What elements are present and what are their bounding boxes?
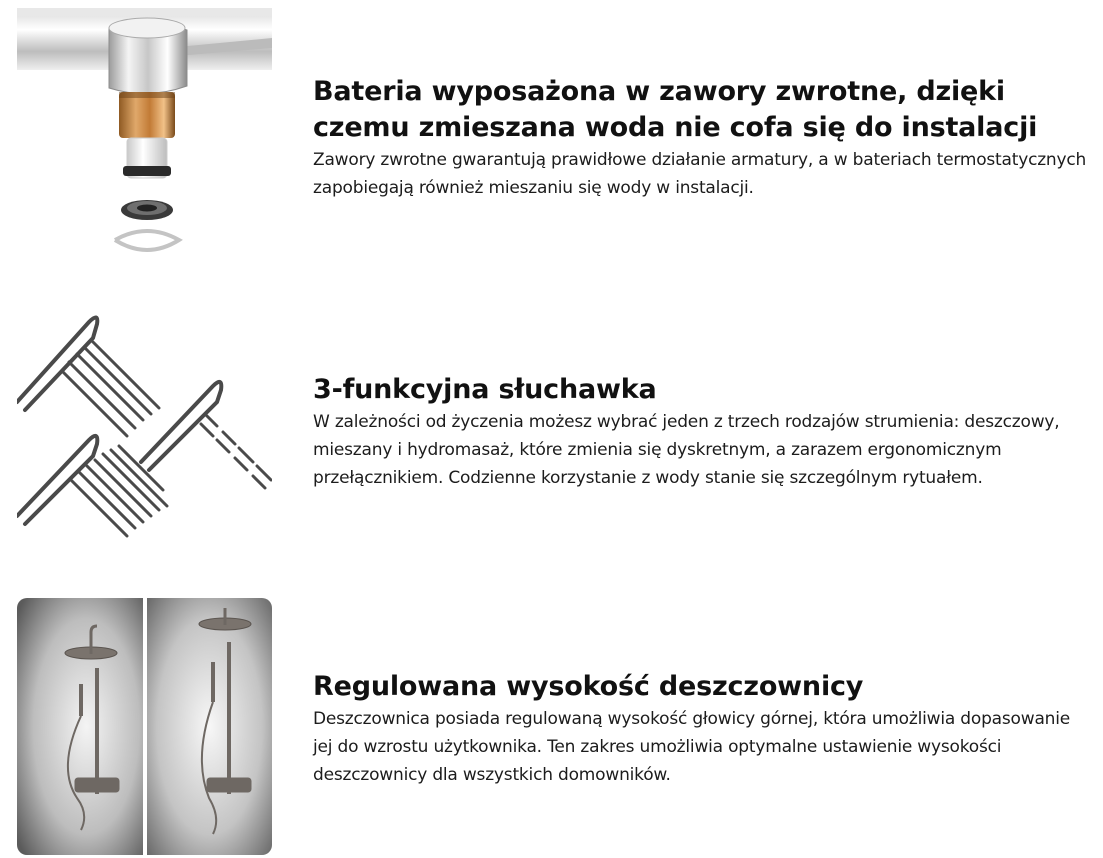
feature-description: Deszczownica posiada regulowaną wysokość głowicy górnej, która umożliwia dopasowanie jej do wzrostu użytkownika. Ten zakres umożliwia optymalne ustawienie wysokości deszczownicy dla wszystkich domowników. — [313, 709, 1071, 785]
feature-description: Zawory zwrotne gwarantują prawidłowe działanie armatury, a w bateriach termostatycznych zapobiegają również mieszaniu się wody w instalacji. — [313, 150, 1087, 198]
feature-handshower — [0, 300, 1103, 570]
feature-text — [313, 669, 1088, 789]
shower-column-image — [17, 598, 272, 855]
feature-check-valves — [0, 0, 1103, 270]
feature-title: Bateria wyposażona w zawory zwrotne, dzięki czemu zmieszana woda nie cofa się do instalacji — [313, 76, 1038, 143]
feature-description: W zależności od życzenia możesz wybrać jeden z trzech rodzajów strumienia: deszczowy, mieszany i hydromasaż, które zmienia się dyskretnym, a zarazem ergonomicznym przełącznikiem. Codzienne korzystanie z wody stanie się szczególnym rytuałem. — [313, 412, 1060, 488]
feature-title: 3-funkcyjna słuchawka — [313, 374, 657, 405]
check-valve-photo-icon — [17, 8, 272, 260]
spray-modes-image — [17, 310, 272, 562]
shower-column-height-photo-icon — [17, 598, 272, 855]
shower-spray-modes-icon — [17, 310, 272, 562]
feature-title: Regulowana wysokość deszczownicy — [313, 671, 864, 702]
feature-text — [313, 372, 1088, 492]
feature-text — [313, 74, 1088, 202]
check-valve-image — [17, 8, 272, 260]
feature-adjustable-height — [0, 598, 1103, 858]
